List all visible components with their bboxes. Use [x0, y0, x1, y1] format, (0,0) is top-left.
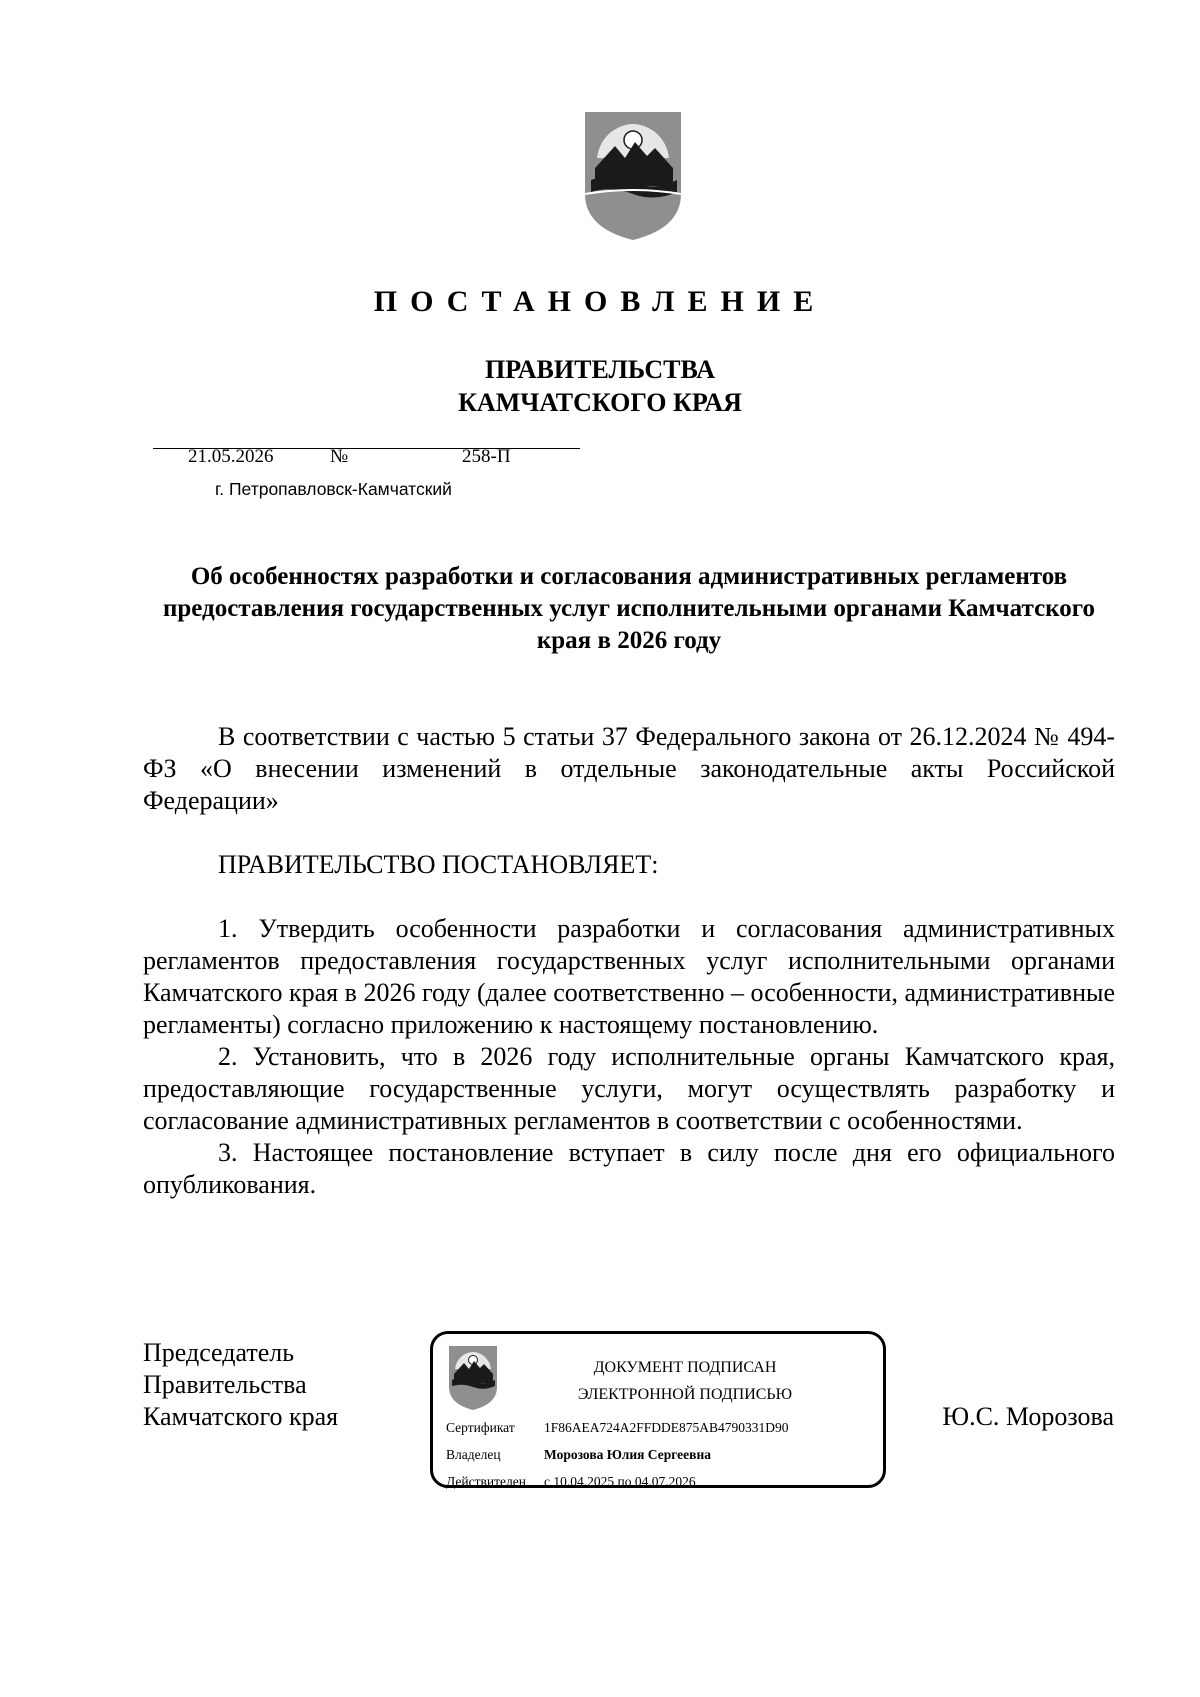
stamp-owner-label: Владелец	[446, 1447, 501, 1462]
document-date: 21.05.2026	[188, 446, 274, 467]
signer-name: Ю.С. Морозова	[942, 1402, 1114, 1431]
decree-point-3: 3. Настоящее постановление вступает в силу после дня его официального опубликования.	[143, 1138, 1115, 1199]
stamp-title-line-1: ДОКУМЕНТ ПОДПИСАН	[593, 1359, 777, 1376]
stamp-certificate-value: 1F86AEA724A2FFDDE875AB4790331D90	[544, 1420, 789, 1435]
signer-position	[143, 1337, 338, 1433]
issuing-authority-line-1: ПРАВИТЕЛЬСТВА	[485, 355, 715, 384]
legal-basis	[143, 721, 1115, 817]
number-sign: №	[330, 446, 349, 467]
decree-point-1: 1. Утвердить особенности разработки и согласования административных регламентов предоставления государственных услуг исполнительными органами Камчатского края в 2026 году (далее соответственно – особенности, административные регламенты) согласно приложению к настоящему постановлению.	[143, 914, 1115, 1039]
stamp-title-line-2: ЭЛЕКТРОННОЙ ПОДПИСЬЮ	[577, 1386, 793, 1403]
issuing-authority	[0, 353, 1200, 419]
decree-points	[143, 913, 1115, 1201]
signer-position-line-2: Правительства	[143, 1370, 307, 1399]
decree-point-2: 2. Установить, что в 2026 году исполнительные органы Камчатского края, предоставляющие государственные услуги, могут осуществлять разработку и согласование административных регламентов в соответствии с особенностями.	[143, 1042, 1115, 1135]
stamp-coat-of-arms-icon	[447, 1345, 499, 1411]
coat-of-arms-icon	[581, 110, 685, 242]
document-number: 258-П	[462, 446, 511, 467]
issuing-authority-line-2: КАМЧАТСКОГО КРАЯ	[458, 388, 742, 417]
stamp-owner-row	[446, 1446, 711, 1464]
stamp-certificate-label: Сертификат	[446, 1420, 515, 1435]
stamp-owner-value: Морозова Юлия Сергеевна	[544, 1447, 711, 1462]
document-subject: Об особенностях разработки и согласования административных регламентов предоставления государственных услуг исполнительными органами Камчатского края в 2026 году	[162, 563, 1095, 654]
stamp-validity-label: Действителен	[446, 1474, 526, 1489]
stamp-title	[520, 1354, 850, 1408]
stamp-validity-value: с 10.04.2025 по 04.07.2026	[544, 1474, 696, 1489]
stamp-certificate-row	[446, 1419, 789, 1437]
document-type-title: ПОСТАНОВЛЕНИЕ	[373, 285, 827, 318]
signer-position-line-1: Председатель	[143, 1338, 295, 1367]
document-city: г. Петропавловск-Камчатский	[215, 479, 452, 499]
stamp-validity-row	[446, 1473, 696, 1491]
legal-basis-paragraph: В соответствии с частью 5 статьи 37 Федерального закона от 26.12.2024 № 494-ФЗ «О внесении изменений в отдельные законодательные акты Российской Федерации»	[143, 722, 1115, 815]
decree-heading: ПРАВИТЕЛЬСТВО ПОСТАНОВЛЯЕТ:	[218, 850, 659, 879]
signer-position-line-3: Камчатского края	[143, 1402, 339, 1431]
